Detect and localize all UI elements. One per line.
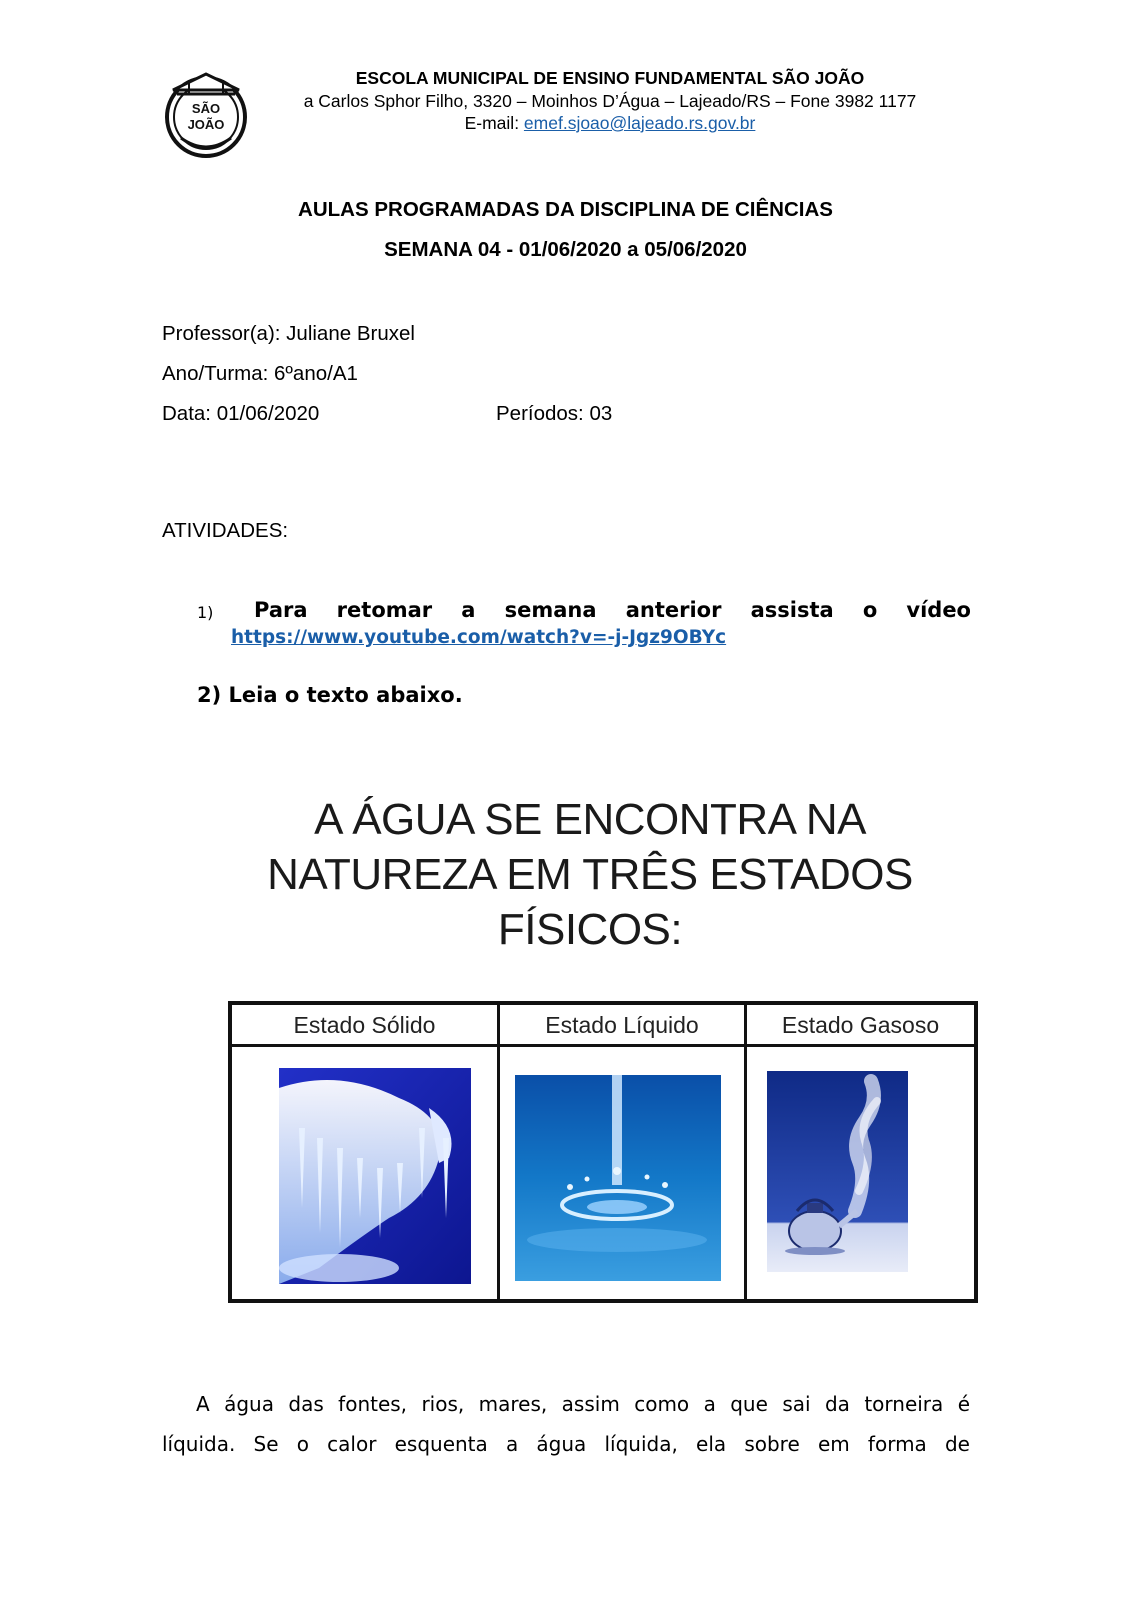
column-divider [744,1005,747,1299]
figure-title-line-1: A ÁGUA SE ENCONTRA NA [314,795,866,844]
professor-info: Professor(a): Juliane Bruxel [162,322,415,345]
table-header-divider [232,1044,974,1047]
figure-title-line-2: NATUREZA EM TRÊS ESTADOS [267,850,913,899]
page-subtitle: SEMANA 04 - 01/06/2020 a 05/06/2020 [384,238,747,261]
body-paragraph-line-2: líquida. Se o calor esquenta a água líquida, ela sobre em forma de [162,1432,970,1456]
state-solid-header: Estado Sólido [293,1012,436,1038]
class-info: Ano/Turma: 6ºano/A1 [162,362,358,385]
question-1-text: Para retomar a semana anterior assista o vídeo [254,598,971,622]
question-1-number: 1) [197,603,214,622]
state-liquid-header: Estado Líquido [545,1012,699,1038]
school-name: ESCOLA MUNICIPAL DE ENSINO FUNDAMENTAL SÃO JOÃO [355,68,865,88]
school-email-line [250,112,970,134]
figure-title-line-3: FÍSICOS: [497,905,683,954]
ice-image [279,1068,471,1284]
page-title: AULAS PROGRAMADAS DA DISCIPLINA DE CIÊNCIAS [298,198,833,221]
figure-title [230,792,950,957]
email-label: E-mail: [464,113,524,133]
video-link[interactable]: https://www.youtube.com/watch?v=-j-Jgz9OBYc [231,627,727,648]
periods-info: Períodos: 03 [496,402,613,425]
school-logo [163,72,249,158]
question-2-text: 2) Leia o texto abaixo. [197,683,463,707]
state-gas-header: Estado Gasoso [781,1012,940,1038]
column-divider [497,1005,500,1299]
water-splash-image [515,1075,721,1281]
activities-heading: ATIVIDADES: [162,519,289,542]
body-paragraph-line-1: A água das fontes, rios, mares, assim como a que sai da torneira é [196,1392,970,1416]
school-address: a Carlos Sphor Filho, 3320 – Moinhos D’Água – Lajeado/RS – Fone 3982 1177 [303,91,917,111]
date-info: Data: 01/06/2020 [162,402,320,425]
email-link[interactable]: emef.sjoao@lajeado.rs.gov.br [523,113,756,133]
states-table [228,1001,978,1303]
logo-text-1: SÃO [191,101,221,116]
logo-text-2: JOÃO [187,117,225,132]
steam-kettle-image [767,1071,908,1272]
